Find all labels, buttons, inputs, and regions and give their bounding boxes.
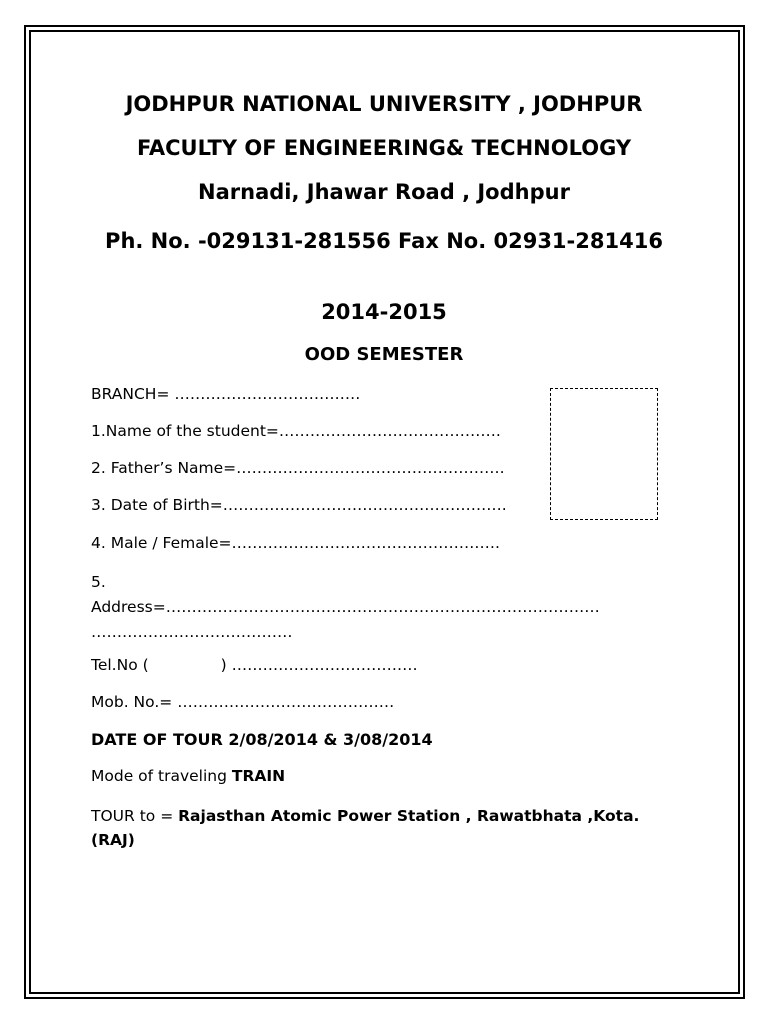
gender-field: 4. Male / Female=……………………………………………. xyxy=(91,534,500,552)
faculty-title: FACULTY OF ENGINEERING& TECHNOLOGY xyxy=(136,136,632,160)
date-of-birth-field: 3. Date of Birth=………………………………………………. xyxy=(91,496,507,514)
mobile-field: Mob. No.= …………………………………… xyxy=(91,693,395,711)
address-number: 5. xyxy=(91,573,106,591)
university-title: JODHPUR NATIONAL UNIVERSITY , JODHPUR xyxy=(125,92,643,116)
tour-value: Rajasthan Atomic Power Station , Rawatbhata ,Kota.(RAJ) xyxy=(91,807,640,849)
tour-label: TOUR to = xyxy=(91,807,179,825)
address-line-2: ………………………………… xyxy=(91,623,293,641)
tel-suffix: ) ……………………………… xyxy=(220,656,418,674)
university-address: Narnadi, Jhawar Road , Jodhpur xyxy=(198,180,570,204)
tour-date: DATE OF TOUR 2/08/2014 & 3/08/2014 xyxy=(91,730,433,749)
photo-placeholder-box xyxy=(550,388,658,520)
travel-mode-value: TRAIN xyxy=(231,767,286,785)
branch-field: BRANCH= ……………………………… xyxy=(91,385,361,403)
father-name-field: 2. Father’s Name=……………………………………………. xyxy=(91,459,505,477)
tel-prefix: Tel.No ( xyxy=(91,656,149,674)
phone-fax: Ph. No. -029131-281556 Fax No. 02931-281416 xyxy=(105,229,663,253)
travel-mode xyxy=(91,767,285,785)
academic-session: 2014-2015 xyxy=(321,300,447,324)
semester-title: OOD SEMESTER xyxy=(304,344,464,365)
student-name-field: 1.Name of the student=……………………………………. xyxy=(91,422,501,440)
tour-destination xyxy=(91,804,661,852)
travel-mode-label: Mode of traveling xyxy=(91,767,232,785)
address-line-1: Address=………………………………………………………………………… xyxy=(91,598,600,616)
address-field xyxy=(91,570,681,645)
telephone-field xyxy=(91,656,418,674)
